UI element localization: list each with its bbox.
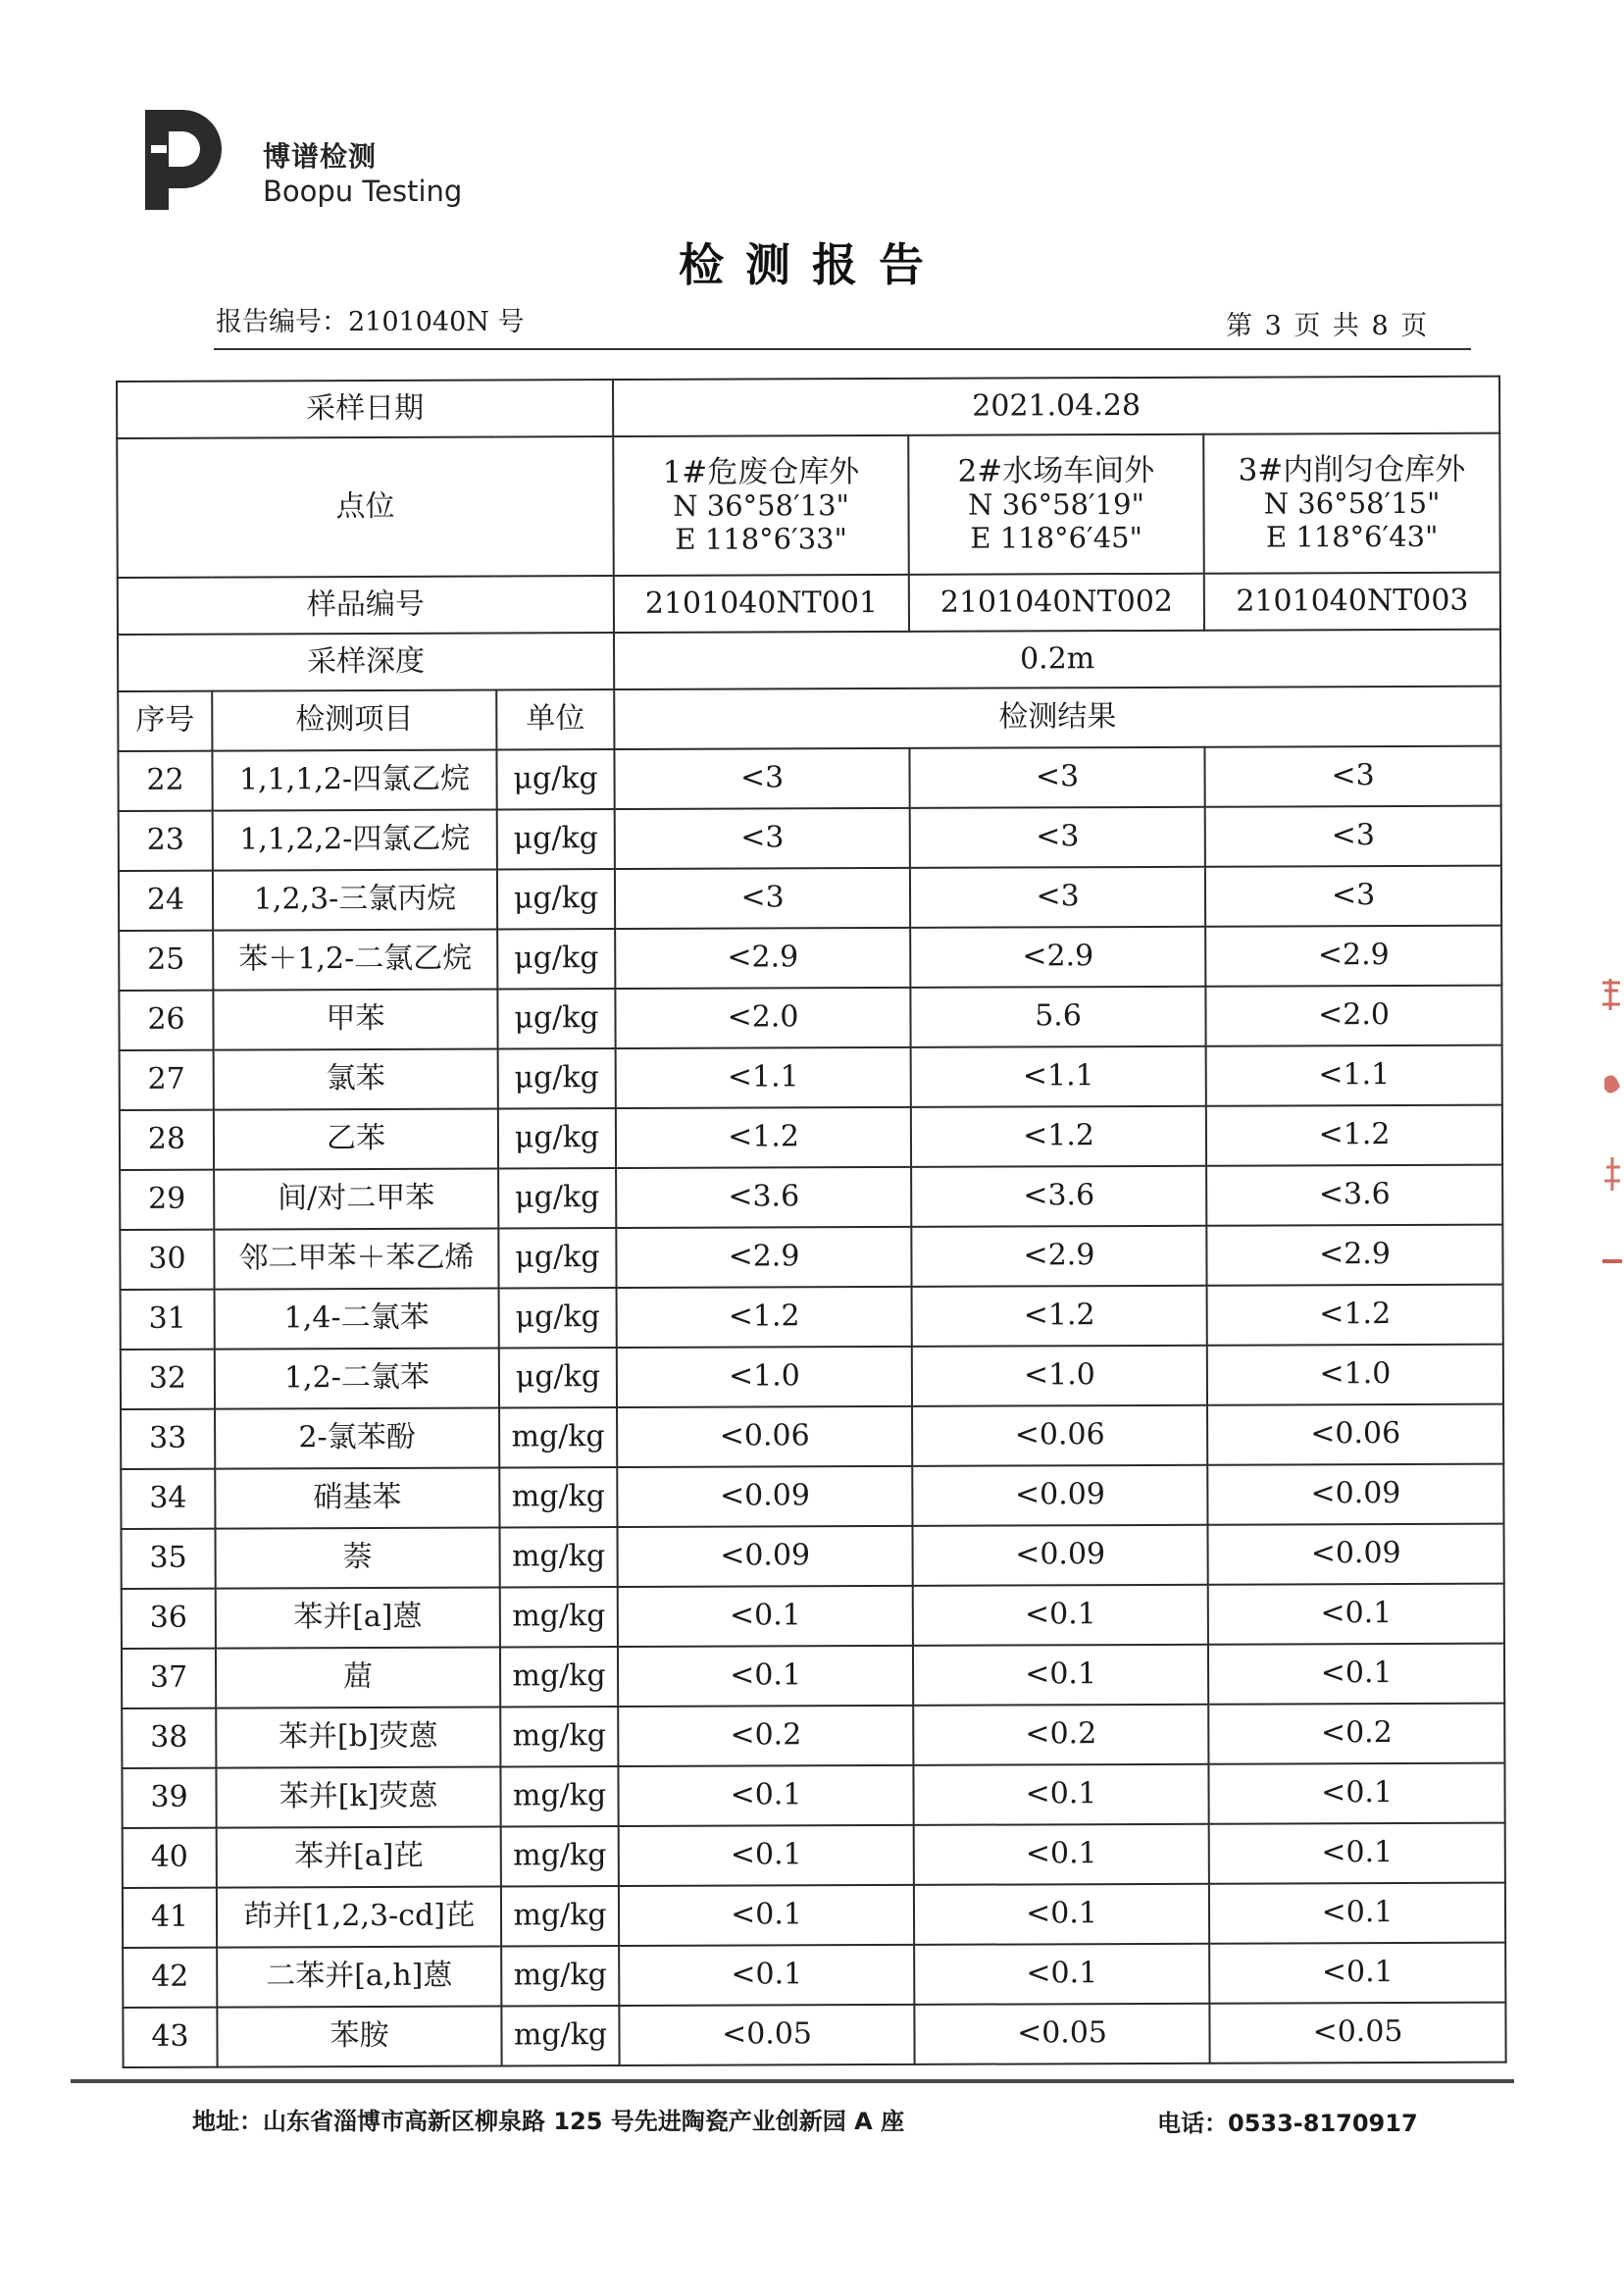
result-row xyxy=(123,1883,1505,1948)
site-cell-3 xyxy=(1203,433,1500,574)
result-cell-1: <0.1 xyxy=(619,1885,914,1946)
result-row xyxy=(120,1165,1502,1230)
result-cell-2: <0.1 xyxy=(913,1645,1208,1706)
seq-cell: 32 xyxy=(121,1350,215,1409)
result-cell-2: <3.6 xyxy=(911,1166,1206,1227)
seq-cell: 34 xyxy=(121,1469,215,1529)
point-label: 点位 xyxy=(117,436,614,578)
item-cell: 1,1,1,2-四氯乙烷 xyxy=(212,750,496,811)
seq-cell: 31 xyxy=(121,1290,215,1350)
sample-number-1: 2101040NT001 xyxy=(614,575,909,633)
result-cell-3: <0.1 xyxy=(1208,1644,1504,1705)
result-cell-3: <2.0 xyxy=(1205,986,1501,1046)
item-cell: 甲苯 xyxy=(213,990,497,1050)
unit-cell: μg/kg xyxy=(498,1048,616,1108)
seq-cell: 30 xyxy=(120,1230,214,1290)
seq-cell: 41 xyxy=(123,1888,217,1948)
item-cell: 苯并[a]蒽 xyxy=(216,1588,500,1649)
result-row xyxy=(123,2003,1505,2067)
sampling-date-label: 采样日期 xyxy=(117,380,613,438)
report-title: 检测报告 xyxy=(679,238,945,291)
sample-number-3: 2101040NT003 xyxy=(1204,573,1500,631)
sampling-date-row xyxy=(117,377,1499,438)
result-cell-3: <1.2 xyxy=(1206,1105,1502,1166)
result-row xyxy=(121,1464,1503,1529)
item-cell: 硝基苯 xyxy=(215,1468,499,1529)
unit-cell: mg/kg xyxy=(500,1647,618,1707)
unit-cell: mg/kg xyxy=(499,1407,617,1467)
unit-cell: μg/kg xyxy=(497,989,615,1048)
result-cell-2: <3 xyxy=(909,747,1204,808)
result-cell-3: <0.1 xyxy=(1209,1823,1505,1884)
result-row xyxy=(120,1045,1502,1110)
result-cell-2: <0.09 xyxy=(913,1525,1208,1586)
unit-cell: mg/kg xyxy=(500,1587,618,1647)
result-row xyxy=(119,926,1501,991)
result-cell-2: <0.1 xyxy=(913,1764,1208,1825)
result-cell-3: <3 xyxy=(1205,866,1501,927)
item-cell: 1,2-二氯苯 xyxy=(215,1349,499,1409)
seq-cell: 37 xyxy=(122,1649,216,1708)
result-cell-3: <0.1 xyxy=(1208,1763,1504,1824)
result-cell-3: <0.09 xyxy=(1208,1524,1504,1585)
result-row xyxy=(122,1704,1504,1768)
unit-cell: μg/kg xyxy=(497,869,615,929)
result-cell-1: <0.1 xyxy=(618,1765,913,1826)
site-name: 1#危废仓库外 xyxy=(662,453,860,490)
sample-number-label: 样品编号 xyxy=(118,576,614,635)
result-cell-1: <1.2 xyxy=(617,1287,912,1348)
unit-cell: mg/kg xyxy=(499,1527,617,1587)
seq-cell: 43 xyxy=(123,2008,217,2067)
result-cell-2: <2.9 xyxy=(910,927,1205,988)
result-cell-2: <0.09 xyxy=(912,1465,1207,1526)
result-cell-2: <3 xyxy=(910,807,1205,868)
result-cell-3: <0.05 xyxy=(1209,2003,1505,2064)
site-longitude: E 118°6′43" xyxy=(1265,519,1439,554)
site-name: 3#内削匀仓库外 xyxy=(1238,451,1466,488)
item-cell: 邻二甲苯＋苯乙烯 xyxy=(214,1229,498,1290)
result-cell-1: <0.1 xyxy=(619,1945,914,2006)
result-cell-1: <0.2 xyxy=(618,1706,913,1766)
site-row xyxy=(117,433,1500,578)
item-cell: 苯并[k]荧蒽 xyxy=(216,1767,500,1828)
item-cell: 二苯并[a,h]蒽 xyxy=(217,1947,501,2008)
result-cell-1: <0.05 xyxy=(619,2005,914,2065)
result-cell-2: <1.1 xyxy=(911,1046,1206,1107)
result-cell-2: <1.2 xyxy=(912,1286,1207,1347)
unit-cell: μg/kg xyxy=(497,809,615,869)
result-cell-3: <2.9 xyxy=(1205,926,1501,987)
footer-divider xyxy=(71,2079,1514,2083)
seq-cell: 39 xyxy=(122,1768,216,1828)
item-cell: 苯胺 xyxy=(217,2007,501,2067)
sample-number-row xyxy=(118,573,1500,635)
result-cell-1: <2.9 xyxy=(616,1227,911,1288)
result-cell-1: <3 xyxy=(615,868,910,929)
result-row xyxy=(122,1584,1504,1649)
result-cell-1: <0.1 xyxy=(618,1586,913,1647)
footer-address: 地址：山东省淄博市高新区柳泉路 125 号先进陶瓷产业创新园 A 座 xyxy=(192,2108,905,2135)
seq-cell: 38 xyxy=(122,1708,216,1768)
seq-cell: 40 xyxy=(123,1828,217,1888)
result-cell-2: 5.6 xyxy=(910,987,1205,1047)
sample-number-2: 2101040NT002 xyxy=(909,574,1204,632)
result-cell-1: <3 xyxy=(615,808,910,869)
unit-cell: μg/kg xyxy=(498,1108,616,1168)
result-cell-3: <0.1 xyxy=(1209,1943,1505,2004)
result-cell-3: <3.6 xyxy=(1206,1165,1502,1226)
footer-phone: 电话：0533-8170917 xyxy=(1157,2110,1418,2137)
result-row xyxy=(121,1524,1503,1589)
result-cell-2: <0.2 xyxy=(913,1705,1208,1765)
result-row xyxy=(123,1823,1505,1888)
result-cell-3: <1.1 xyxy=(1206,1045,1502,1106)
result-row xyxy=(119,866,1501,931)
result-row xyxy=(123,1943,1505,2008)
result-cell-2: <0.05 xyxy=(914,2004,1209,2065)
page-indicator: 第 3 页 共 8 页 xyxy=(1226,311,1430,341)
sampling-depth-row xyxy=(118,630,1500,691)
seq-cell: 22 xyxy=(118,751,212,811)
site-name: 2#水场车间外 xyxy=(957,452,1155,489)
result-cell-2: <3 xyxy=(910,867,1205,928)
brand-name-cn: 博谱检测 xyxy=(263,140,378,173)
unit-cell: mg/kg xyxy=(500,1707,618,1766)
result-row xyxy=(121,1404,1503,1469)
results-table xyxy=(116,376,1507,2068)
result-cell-3: <0.2 xyxy=(1208,1704,1504,1764)
result-row xyxy=(119,986,1501,1050)
sampling-date-value: 2021.04.28 xyxy=(613,377,1499,436)
result-cell-1: <0.1 xyxy=(619,1825,914,1886)
result-cell-3: <1.2 xyxy=(1207,1285,1503,1346)
site-longitude: E 118°6′33" xyxy=(675,521,847,556)
unit-cell: mg/kg xyxy=(501,1886,619,1946)
item-cell: 间/对二甲苯 xyxy=(214,1169,498,1230)
item-cell: 萘 xyxy=(215,1528,499,1589)
seq-cell: 27 xyxy=(120,1050,214,1110)
result-cell-1: <0.1 xyxy=(618,1646,913,1707)
item-cell: 1,4-二氯苯 xyxy=(215,1289,499,1350)
result-cell-2: <1.0 xyxy=(912,1346,1207,1406)
site-longitude: E 118°6′45" xyxy=(970,520,1142,555)
seq-cell: 42 xyxy=(123,1948,217,2008)
unit-cell: mg/kg xyxy=(501,1946,619,2006)
unit-cell: μg/kg xyxy=(499,1288,617,1348)
report-number: 报告编号：2101040N 号 xyxy=(216,307,525,337)
result-cell-3: <0.09 xyxy=(1207,1464,1503,1525)
column-header-row xyxy=(118,687,1500,751)
result-row xyxy=(118,746,1500,811)
result-cell-1: <1.0 xyxy=(617,1347,912,1407)
site-cell-2 xyxy=(908,434,1204,575)
site-cell-1 xyxy=(613,435,909,576)
result-row xyxy=(120,1105,1502,1170)
unit-cell: μg/kg xyxy=(498,1228,616,1288)
result-cell-1: <2.9 xyxy=(615,928,910,989)
result-cell-1: <3 xyxy=(614,748,909,809)
result-cell-1: <1.1 xyxy=(616,1047,911,1108)
result-row xyxy=(122,1644,1504,1708)
item-cell: 1,1,2,2-四氯乙烷 xyxy=(213,810,497,871)
item-cell: 䓛 xyxy=(216,1648,500,1708)
result-cell-1: <2.0 xyxy=(615,988,910,1048)
item-cell: 苯＋1,2-二氯乙烷 xyxy=(213,930,497,991)
item-cell: 茚并[1,2,3-cd]芘 xyxy=(217,1887,501,1948)
seq-cell: 36 xyxy=(122,1589,216,1649)
seq-cell: 33 xyxy=(121,1409,215,1469)
result-cell-1: <0.09 xyxy=(617,1466,912,1527)
result-cell-1: <0.09 xyxy=(618,1526,913,1587)
result-cell-1: <3.6 xyxy=(616,1167,911,1228)
item-cell: 苯并[a]芘 xyxy=(217,1827,501,1888)
brand-name-en: Boopu Testing xyxy=(263,175,463,208)
seq-cell: 24 xyxy=(119,871,213,931)
result-cell-2: <1.2 xyxy=(911,1106,1206,1167)
site-latitude: N 36°58′15" xyxy=(1263,486,1441,521)
result-cell-1: <1.2 xyxy=(616,1107,911,1168)
site-latitude: N 36°58′19" xyxy=(968,487,1144,523)
result-cell-3: <0.1 xyxy=(1209,1883,1505,1944)
item-cell: 乙苯 xyxy=(214,1109,498,1170)
seq-cell: 28 xyxy=(120,1110,214,1170)
result-row xyxy=(121,1285,1503,1350)
result-cell-3: <1.0 xyxy=(1207,1345,1503,1405)
unit-cell: μg/kg xyxy=(499,1348,617,1407)
item-header: 检测项目 xyxy=(212,690,496,751)
seq-cell: 23 xyxy=(119,811,213,871)
sampling-depth-label: 采样深度 xyxy=(118,633,614,691)
boopu-logo-icon xyxy=(137,106,235,214)
seq-cell: 35 xyxy=(121,1529,215,1589)
result-cell-3: <0.1 xyxy=(1208,1584,1504,1645)
result-cell-2: <0.1 xyxy=(914,1944,1209,2005)
unit-header: 单位 xyxy=(496,689,614,749)
result-header: 检测结果 xyxy=(614,687,1500,749)
result-cell-3: <3 xyxy=(1204,746,1500,807)
result-row xyxy=(121,1345,1503,1409)
unit-cell: μg/kg xyxy=(498,1168,616,1228)
unit-cell: mg/kg xyxy=(501,1826,619,1886)
site-latitude: N 36°58′13" xyxy=(673,488,849,524)
result-cell-2: <0.1 xyxy=(914,1884,1209,1945)
result-cell-2: <0.1 xyxy=(914,1824,1209,1885)
result-cell-3: <0.06 xyxy=(1207,1404,1503,1465)
result-row xyxy=(119,806,1501,871)
result-cell-3: <3 xyxy=(1205,806,1501,867)
result-cell-2: <2.9 xyxy=(911,1226,1206,1287)
seq-cell: 25 xyxy=(119,931,213,991)
result-row xyxy=(122,1763,1504,1828)
unit-cell: mg/kg xyxy=(499,1467,617,1527)
seal-stamp-icon xyxy=(1597,971,1624,1285)
item-cell: 苯并[b]荧蒽 xyxy=(216,1708,500,1768)
result-row xyxy=(120,1225,1502,1290)
unit-cell: mg/kg xyxy=(501,2006,619,2065)
unit-cell: μg/kg xyxy=(496,749,614,809)
result-cell-2: <0.1 xyxy=(913,1585,1208,1646)
result-cell-3: <2.9 xyxy=(1206,1225,1502,1286)
unit-cell: μg/kg xyxy=(497,929,615,989)
item-cell: 氯苯 xyxy=(214,1049,498,1110)
result-cell-2: <0.06 xyxy=(912,1405,1207,1466)
item-cell: 2-氯苯酚 xyxy=(215,1408,499,1469)
unit-cell: mg/kg xyxy=(500,1766,618,1826)
header-divider xyxy=(214,348,1471,350)
seq-header: 序号 xyxy=(118,691,212,751)
result-cell-1: <0.06 xyxy=(617,1406,912,1467)
item-cell: 1,2,3-三氯丙烷 xyxy=(213,870,497,931)
sampling-depth-value: 0.2m xyxy=(614,630,1500,689)
seq-cell: 26 xyxy=(119,991,213,1050)
seq-cell: 29 xyxy=(120,1170,214,1230)
